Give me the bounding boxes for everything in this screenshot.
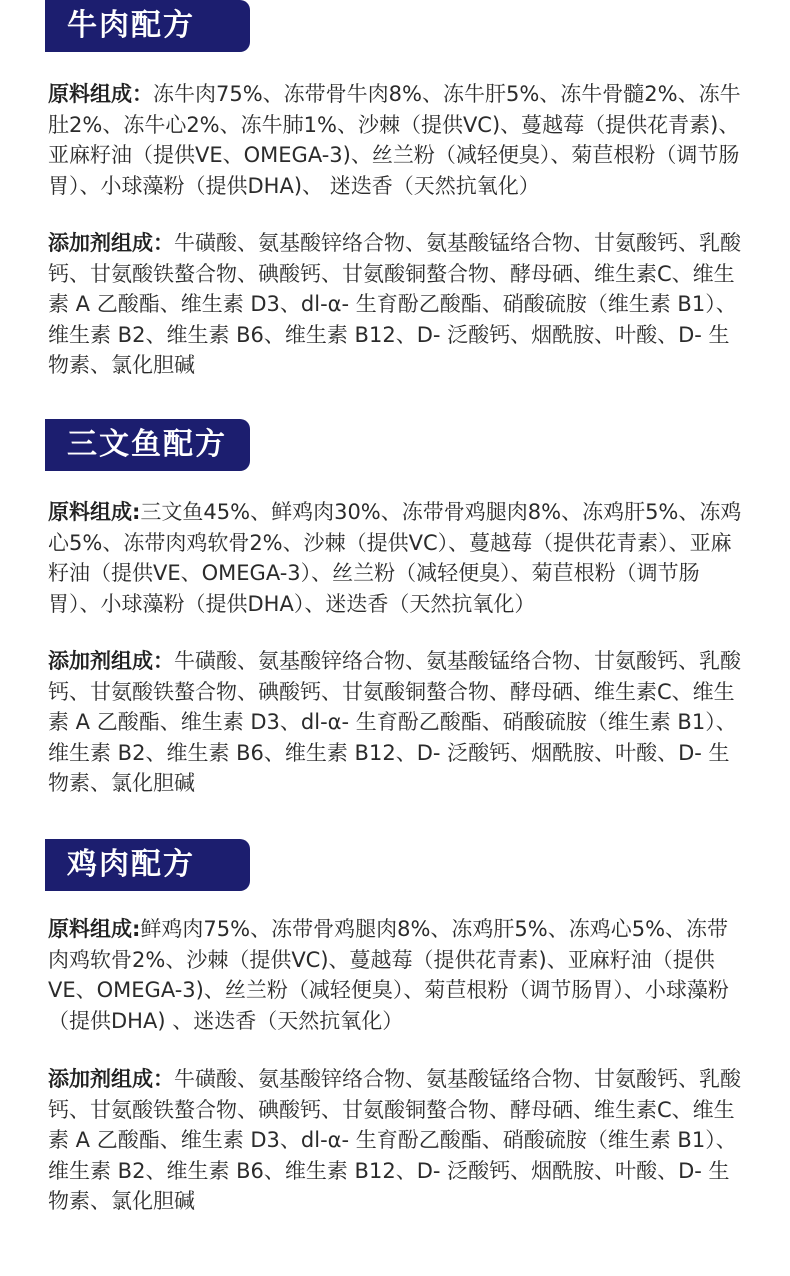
raw-label: 原料组成： [48, 82, 153, 106]
chicken-formula-title: 鸡肉配方 [45, 839, 250, 891]
raw-label: 原料组成: [48, 917, 141, 941]
salmon-formula-title: 三文鱼配方 [45, 419, 250, 471]
salmon-additives [48, 646, 748, 799]
chicken-raw-ingredients [48, 914, 748, 1036]
additive-label: 添加剂组成： [48, 1067, 174, 1091]
beef-additives [48, 228, 748, 381]
additive-label: 添加剂组成： [48, 231, 174, 255]
additive-text: 牛磺酸、氨基酸锌络合物、氨基酸锰络合物、甘氨酸钙、乳酸钙、甘氨酸铁螯合物、碘酸钙、甘氨酸铜螯合物、酵母硒、维生素C、维生素 A 乙酸酯、维生素 D3、dl-α- 生育酚乙酸酯、硝酸硫胺（维生素 B1）、维生素 B2、维生素 B6、维生素 B12、D- 泛酸钙、烟酰胺、叶酸、D- 生物素、氯化胆碱 [48, 649, 741, 795]
additive-label: 添加剂组成： [48, 649, 174, 673]
salmon-raw-ingredients [48, 497, 748, 619]
raw-text: 冻牛肉75%、冻带骨牛肉8%、冻牛肝5%、冻牛骨髓2%、冻牛肚2%、冻牛心2%、冻牛肺1%、沙棘（提供VC)、蔓越莓（提供花青素)、亚麻籽油（提供VE、OMEGA-3)、丝兰粉（减轻便臭）、菊苣根粉（调节肠胃）、小球藻粉（提供DHA)、 迷迭香（天然抗氧化） [48, 82, 741, 198]
additive-text: 牛磺酸、氨基酸锌络合物、氨基酸锰络合物、甘氨酸钙、乳酸钙、甘氨酸铁螯合物、碘酸钙、甘氨酸铜螯合物、酵母硒、维生素C、维生素 A 乙酸酯、维生素 D3、dl-α- 生育酚乙酸酯、硝酸硫胺（维生素 B1）、维生素 B2、维生素 B6、维生素 B12、D- 泛酸钙、烟酰胺、叶酸、D- 生物素、氯化胆碱 [48, 231, 741, 377]
chicken-additives [48, 1064, 748, 1217]
beef-raw-ingredients [48, 79, 748, 201]
beef-formula-title: 牛肉配方 [45, 0, 250, 52]
raw-label: 原料组成: [48, 500, 141, 524]
raw-text: 三文鱼45%、鲜鸡肉30%、冻带骨鸡腿肉8%、冻鸡肝5%、冻鸡心5%、冻带肉鸡软骨2%、沙棘（提供VC）、蔓越莓（提供花青素）、亚麻籽油（提供VE、OMEGA-3）、丝兰粉（减轻便臭）、菊苣根粉（调节肠胃）、小球藻粉（提供DHA）、迷迭香（天然抗氧化） [48, 500, 742, 616]
raw-text: 鲜鸡肉75%、冻带骨鸡腿肉8%、冻鸡肝5%、冻鸡心5%、冻带肉鸡软骨2%、沙棘（提供VC)、蔓越莓（提供花青素)、亚麻籽油（提供VE、OMEGA-3)、丝兰粉（减轻便臭）、菊苣根粉（调节肠胃）、小球藻粉（提供DHA) 、迷迭香（天然抗氧化） [48, 917, 729, 1033]
additive-text: 牛磺酸、氨基酸锌络合物、氨基酸锰络合物、甘氨酸钙、乳酸钙、甘氨酸铁螯合物、碘酸钙、甘氨酸铜螯合物、酵母硒、维生素C、维生素 A 乙酸酯、维生素 D3、dl-α- 生育酚乙酸酯、硝酸硫胺（维生素 B1）、维生素 B2、维生素 B6、维生素 B12、D- 泛酸钙、烟酰胺、叶酸、D- 生物素、氯化胆碱 [48, 1067, 741, 1213]
